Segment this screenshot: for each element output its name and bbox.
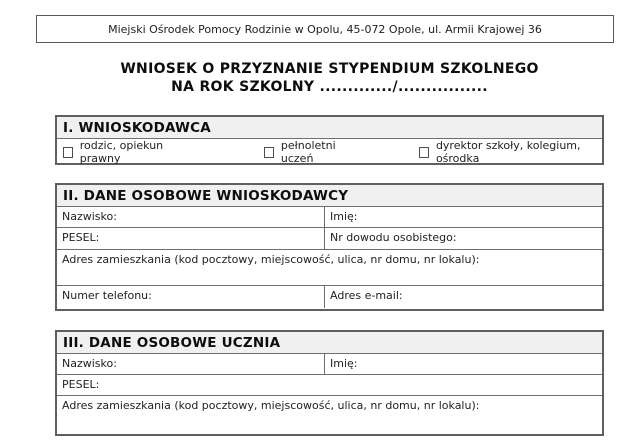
form-title-line2: NA ROK SZKOLNY ............./................: [171, 79, 488, 95]
checkbox-pelnoletni-uczen[interactable]: [264, 147, 274, 158]
field-adres-email: Adres e-mail:: [330, 289, 403, 302]
section-wnioskodawca: [55, 115, 604, 165]
field-adres-ucznia: Adres zamieszkania (kod pocztowy, miejscowość, ulica, nr domu, nr lokalu):: [62, 399, 480, 412]
section2-title: II. DANE OSOBOWE WNIOSKODAWCY: [57, 185, 602, 207]
checkbox-dyrektor-szkoly[interactable]: [419, 147, 429, 158]
table-row: [57, 375, 602, 396]
section-dane-ucznia: [55, 330, 604, 436]
form-title: [55, 60, 604, 96]
field-numer-telefonu: Numer telefonu:: [57, 286, 325, 308]
form-title-line1: WNIOSEK O PRZYZNANIE STYPENDIUM SZKOLNEGO: [120, 61, 539, 77]
table-row: [57, 286, 602, 308]
field-adres-wnioskodawcy: Adres zamieszkania (kod pocztowy, miejscowość, ulica, nr domu, nr lokalu):: [62, 253, 480, 266]
section3-title: III. DANE OSOBOWE UCZNIA: [57, 332, 602, 354]
field-imie-ucznia: Imię:: [330, 357, 358, 370]
table-row: [57, 250, 602, 286]
institution-header-box: [36, 15, 614, 43]
field-imie-wnioskodawcy: Imię:: [330, 210, 358, 223]
applicant-type-row: [57, 139, 602, 165]
field-pesel-wnioskodawcy: PESEL:: [57, 228, 325, 249]
table-row: [57, 207, 602, 228]
institution-name: Miejski Ośrodek Pomocy Rodzinie w Opolu, 45-072 Opole, ul. Armii Krajowej 36: [108, 22, 542, 36]
checkbox-group-pelnoletni: [264, 139, 359, 165]
checkbox-rodzic-label: rodzic, opiekun prawny: [79, 139, 164, 165]
section1-title: I. WNIOSKODAWCA: [57, 117, 602, 139]
field-nazwisko-ucznia: Nazwisko:: [57, 354, 325, 374]
checkbox-pelnoletni-label: pełnoletni uczeń: [280, 139, 336, 165]
table-row: [57, 354, 602, 375]
checkbox-dyrektor-label: dyrektor szkoły, kolegium, ośrodka: [435, 139, 581, 165]
section-dane-wnioskodawcy: [55, 183, 604, 311]
field-pesel-ucznia: PESEL:: [62, 378, 100, 391]
field-nazwisko-wnioskodawcy: Nazwisko:: [57, 207, 325, 227]
checkbox-rodzic-opiekun[interactable]: [63, 147, 73, 158]
table-row: [57, 396, 602, 433]
checkbox-group-rodzic: [63, 139, 190, 165]
table-row: [57, 228, 602, 250]
checkbox-group-dyrektor: [419, 139, 602, 165]
field-nr-dowodu: Nr dowodu osobistego:: [330, 231, 457, 244]
